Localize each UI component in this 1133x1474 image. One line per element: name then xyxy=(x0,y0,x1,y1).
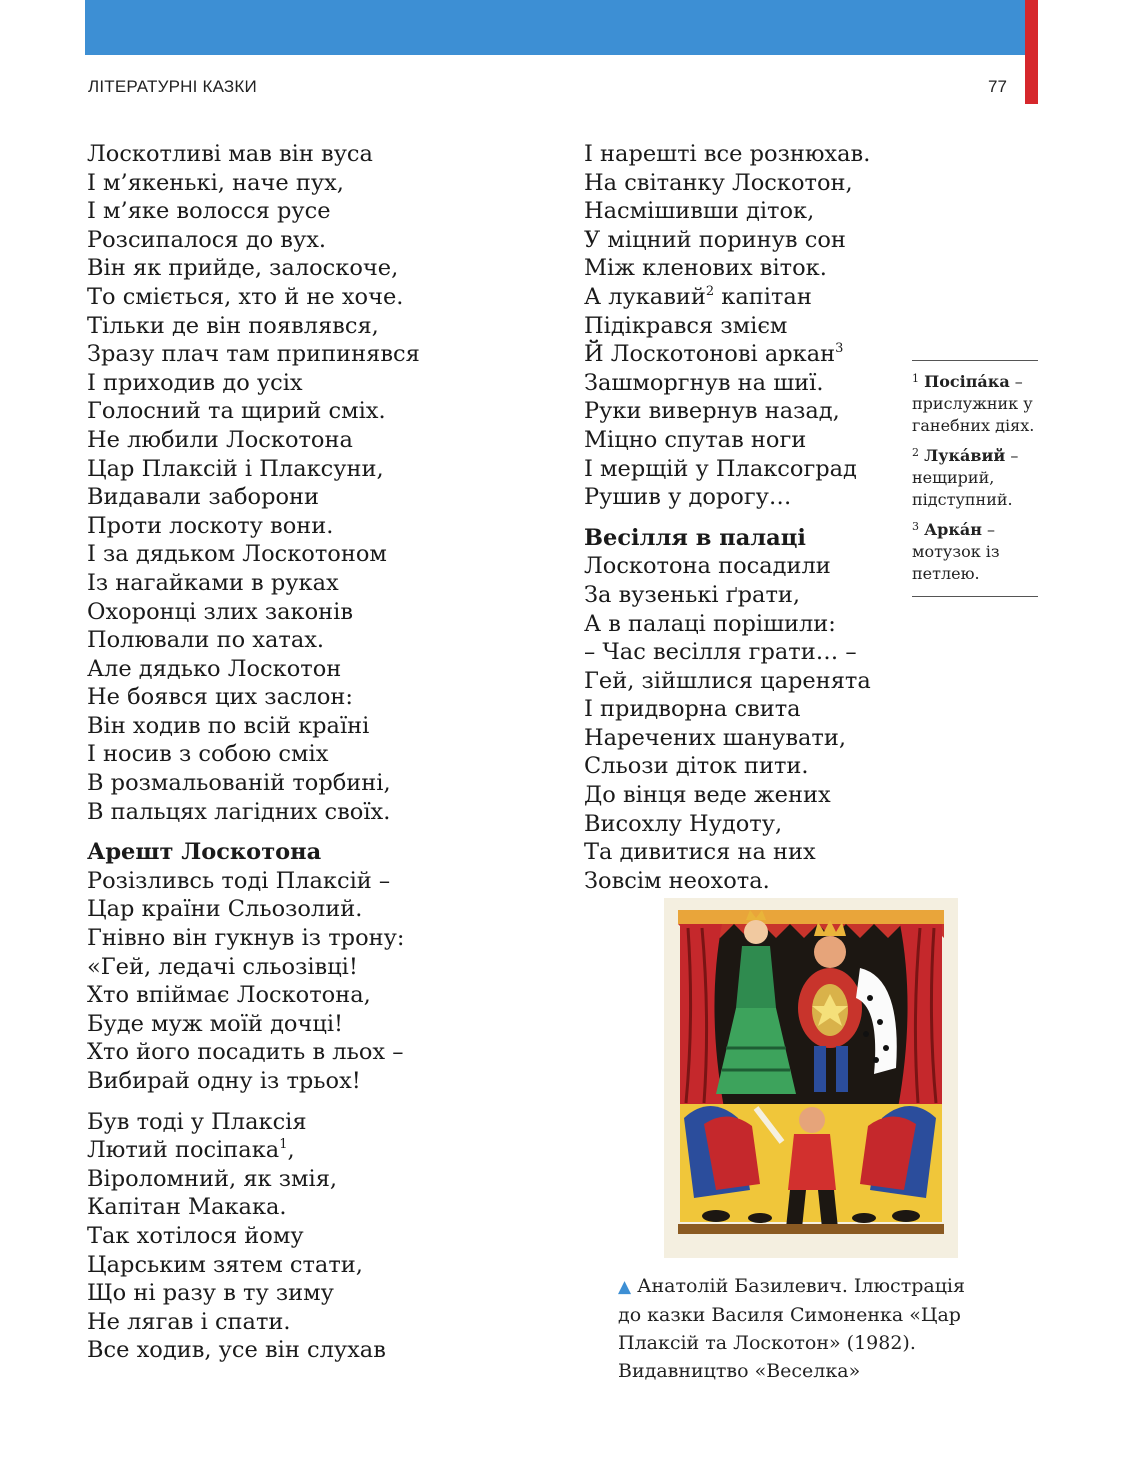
poem-line: Міцно спутав ноги xyxy=(584,426,807,453)
poem-line: Полювали по хатах. xyxy=(87,627,325,654)
poem-line: Видавали заборони xyxy=(87,484,320,511)
poem-line: Розізливсь тоді Плаксій – xyxy=(87,867,391,894)
poem-line: І мерщій у Плаксоград xyxy=(584,455,857,482)
poem-line: Хто впіймає Лоскотона, xyxy=(87,982,371,1009)
poem-line: Так хотілося йому xyxy=(87,1222,304,1249)
header-color-bar xyxy=(85,0,1025,55)
stanza-1 xyxy=(87,140,557,826)
poem-line: І м’якенькі, наче пух, xyxy=(87,169,344,196)
poem-line: Та дивитися на них xyxy=(584,839,816,866)
poem-line: Із нагайками в руках xyxy=(87,569,339,596)
poem-line: В розмальованій торбині, xyxy=(87,770,391,797)
footnote-ref-3[interactable]: 3 xyxy=(835,341,844,357)
poem-line: І за дядьком Лоскотоном xyxy=(87,541,387,568)
poem-line: Зовсім неохота. xyxy=(584,867,770,894)
chapter-marker-bar xyxy=(1025,0,1038,104)
stanza-4 xyxy=(584,140,904,512)
poem-line: Лютий посіпака$^1$, xyxy=(87,1137,295,1164)
footnote-ref-1[interactable]: 1 xyxy=(279,1137,288,1153)
caption-line: Плаксій та Лоскотон» (1982). xyxy=(618,1332,916,1354)
poem-line: Був тоді у Плаксія xyxy=(87,1108,307,1135)
caption-line: до казки Василя Симоненка «Цар xyxy=(618,1304,961,1326)
poem-right-column xyxy=(584,140,904,895)
poem-line: Лоскотона посадили xyxy=(584,553,831,580)
poem-line: Все ходив, усе він слухав xyxy=(87,1337,386,1364)
poem-line: Рушив у дорогу… xyxy=(584,484,792,511)
poem-line: – Час весілля грати… – xyxy=(584,639,857,666)
poem-line: Між кленових віток. xyxy=(584,255,827,282)
poem-line: То сміється, хто й не хоче. xyxy=(87,283,404,310)
poem-line: Зразу плач там припинявся xyxy=(87,341,420,368)
footnote-ref-2[interactable]: 2 xyxy=(705,283,715,299)
section-heading-arrest: Арешт Лоскотона xyxy=(87,839,322,866)
footnote-3: $^3$ Аркáн – мотузок із петлею. xyxy=(912,520,1000,583)
stanza-2 xyxy=(87,867,557,1096)
poem-line: Буде муж моїй дочці! xyxy=(87,1010,344,1037)
poem-line: І носив з собою сміх xyxy=(87,741,329,768)
poem-line: Наречених шанувати, xyxy=(584,724,847,751)
poem-line: Цар Плаксій і Плаксуни, xyxy=(87,455,384,482)
poem-line: І нарешті все рознюхав. xyxy=(584,141,871,167)
poem-line: В пальцях лагідних своїх. xyxy=(87,798,391,825)
poem-line: Проти лоскоту вони. xyxy=(87,512,334,539)
poem-line: Вибирай одну із трьох! xyxy=(87,1068,361,1094)
poem-line: А лукавий$^2$ капітан xyxy=(584,283,812,310)
poem-line: Руки вивернув назад, xyxy=(584,398,840,425)
poem-line: Тільки де він появлявся, xyxy=(87,312,379,339)
stanza-3 xyxy=(87,1108,557,1365)
poem-line: На світанку Лоскотон, xyxy=(584,169,853,196)
stanza-5 xyxy=(584,552,904,895)
poem-line: Він як прийде, залоскоче, xyxy=(87,255,399,282)
section-heading-wedding: Весілля в палаці xyxy=(584,524,806,551)
poem-line: Хто його посадить в льох – xyxy=(87,1039,404,1066)
poem-line: Охоронці злих законів xyxy=(87,598,354,625)
poem-line: Насмішивши діток, xyxy=(584,198,815,225)
poem-line: Лоскотливі мав він вуса xyxy=(87,141,373,167)
poem-line: Але дядько Лоскотон xyxy=(87,655,342,682)
poem-line: Він ходив по всій країні xyxy=(87,712,370,739)
poem-line: Цар країни Сльозолий. xyxy=(87,896,363,923)
caption-line: Видавництво «Веселка» xyxy=(618,1360,861,1382)
poem-line: Не лягав і спати. xyxy=(87,1308,291,1335)
poem-line: Сльози діток пити. xyxy=(584,753,809,780)
poem-line: До вінця веде жених xyxy=(584,782,831,809)
poem-line: Розсипалося до вух. xyxy=(87,226,327,253)
poem-line: І приходив до усіх xyxy=(87,369,303,396)
poem-line: Висохлу Нудоту, xyxy=(584,810,783,837)
running-head: ЛІТЕРАТУРНІ КАЗКИ xyxy=(88,77,257,96)
illustration-caption xyxy=(618,1272,1028,1385)
poem-line: Гнівно він гукнув із трону: xyxy=(87,925,405,952)
poem-line: Царським зятем стати, xyxy=(87,1251,363,1278)
book-illustration xyxy=(664,898,958,1258)
poem-line: Голосний та щирий сміх. xyxy=(87,398,386,425)
poem-line: Гей, зійшлися царенята xyxy=(584,667,871,694)
triangle-up-icon: ▲ xyxy=(618,1277,632,1297)
poem-line: Й Лоскотонові аркан$^3$ xyxy=(584,341,844,368)
page-number: 77 xyxy=(988,77,1007,96)
poem-line: За вузенькі ґрати, xyxy=(584,581,801,608)
caption-line: ▲ Анатолій Базилевич. Ілюстрація xyxy=(618,1275,965,1297)
poem-line: А в палаці порішили: xyxy=(584,610,836,637)
poem-line: У міцний поринув сон xyxy=(584,226,846,253)
poem-line: І придворна свита xyxy=(584,696,801,723)
poem-line: Не любили Лоскотона xyxy=(87,426,353,453)
poem-line: Підікрався змієм xyxy=(584,312,788,339)
poem-line: І м’яке волосся русе xyxy=(87,198,331,225)
footnote-1: $^1$ Посіпáка – прислужник у ганебних діях. xyxy=(912,372,1035,435)
poem-line: «Гей, ледачі сльозівці! xyxy=(87,953,358,980)
poem-line: Що ні разу в ту зиму xyxy=(87,1280,334,1307)
footnotes-sidebar xyxy=(912,360,1038,597)
poem-left-column xyxy=(87,140,557,1365)
poem-line: Не боявся цих заслон: xyxy=(87,684,354,711)
footnote-2: $^2$ Лукáвий – нещирий, підступний. xyxy=(912,446,1019,509)
poem-line: Віроломний, як змія, xyxy=(87,1165,338,1192)
poem-line: Капітан Макака. xyxy=(87,1194,287,1221)
poem-line: Зашморгнув на шиї. xyxy=(584,369,824,396)
